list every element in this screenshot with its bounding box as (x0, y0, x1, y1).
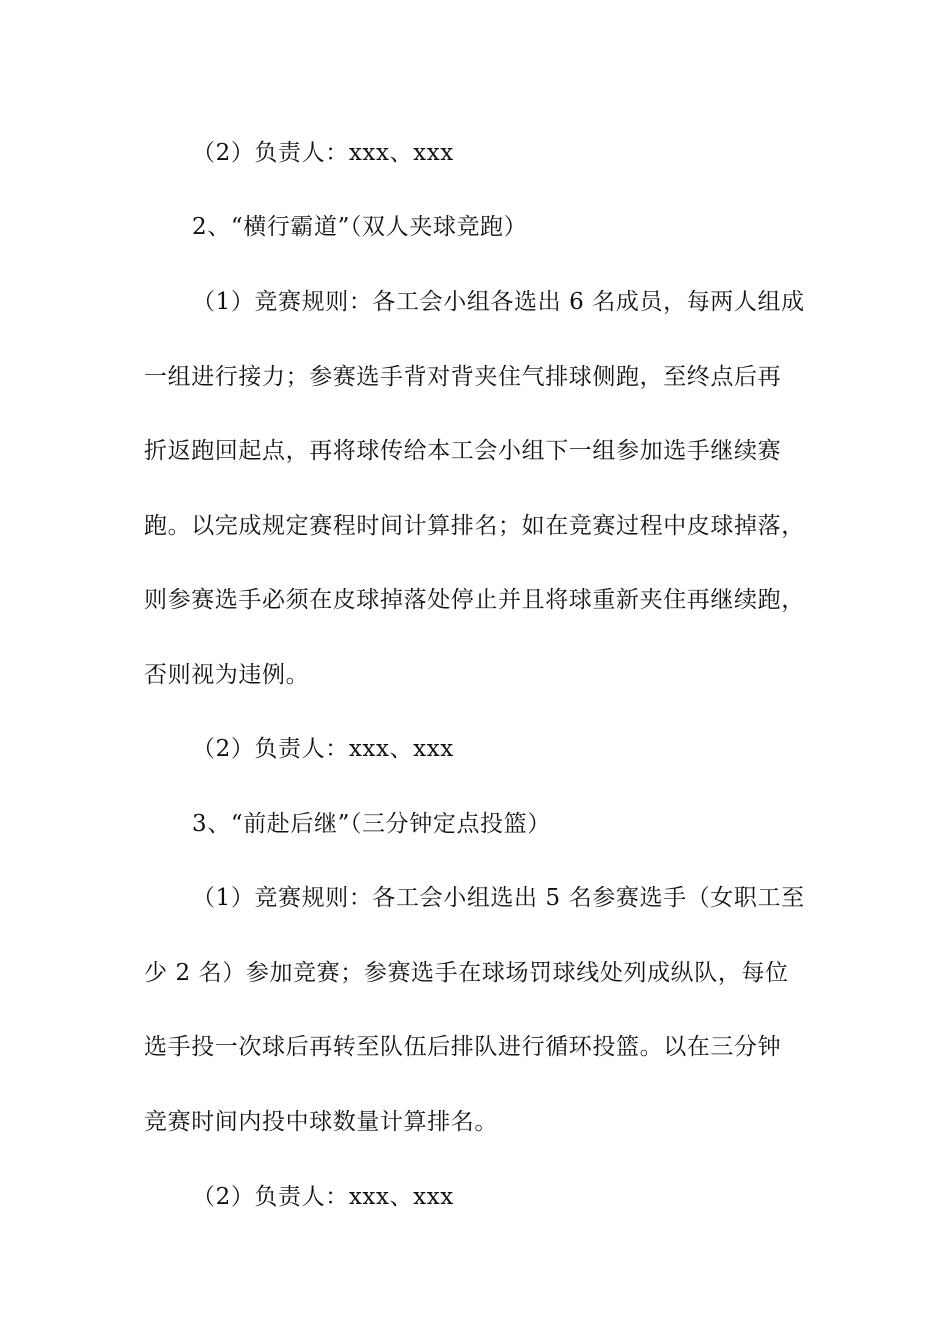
section3-rules-line-4: 竞赛时间内投中球数量计算排名。 (144, 1109, 498, 1135)
section2-rules-line-6: 否则视为违例。 (144, 662, 310, 688)
section2-rules-line-5: 则参赛选手必须在皮球掉落处停止并且将球重新夹住再继续跑， (144, 587, 805, 613)
section2-rules-line-3: 折返跑回起点，再将球传给本工会小组下一组参加选手继续赛 (144, 438, 782, 464)
section2-rules-line-2: 一组进行接力；参赛选手背对背夹住气排球侧跑，至终点后再 (144, 364, 782, 390)
section3-rules-line-1: （1）竞赛规则：各工会小组选出 5 名参赛选手（女职工至 (192, 885, 805, 911)
section1-responsible-person: （2）负责人：xxx、xxx (192, 140, 454, 166)
section2-responsible-person: （2）负责人：xxx、xxx (192, 736, 454, 762)
section2-rules-line-4: 跑。以完成规定赛程时间计算排名；如在竞赛过程中皮球掉落， (144, 513, 805, 539)
section3-rules-line-2: 少 2 名）参加竞赛；参赛选手在球场罚球线处列成纵队，每位 (144, 960, 789, 986)
section3-heading: 3、“前赴后继”（三分钟定点投篮） (192, 811, 551, 837)
section2-rules-line-1: （1）竞赛规则：各工会小组各选出 6 名成员，每两人组成 (192, 289, 805, 315)
section2-heading: 2、“横行霸道”（双人夹球竞跑） (192, 214, 528, 240)
section3-responsible-person: （2）负责人：xxx、xxx (192, 1184, 454, 1210)
section3-rules-line-3: 选手投一次球后再转至队伍后排队进行循环投篮。以在三分钟 (144, 1034, 782, 1060)
